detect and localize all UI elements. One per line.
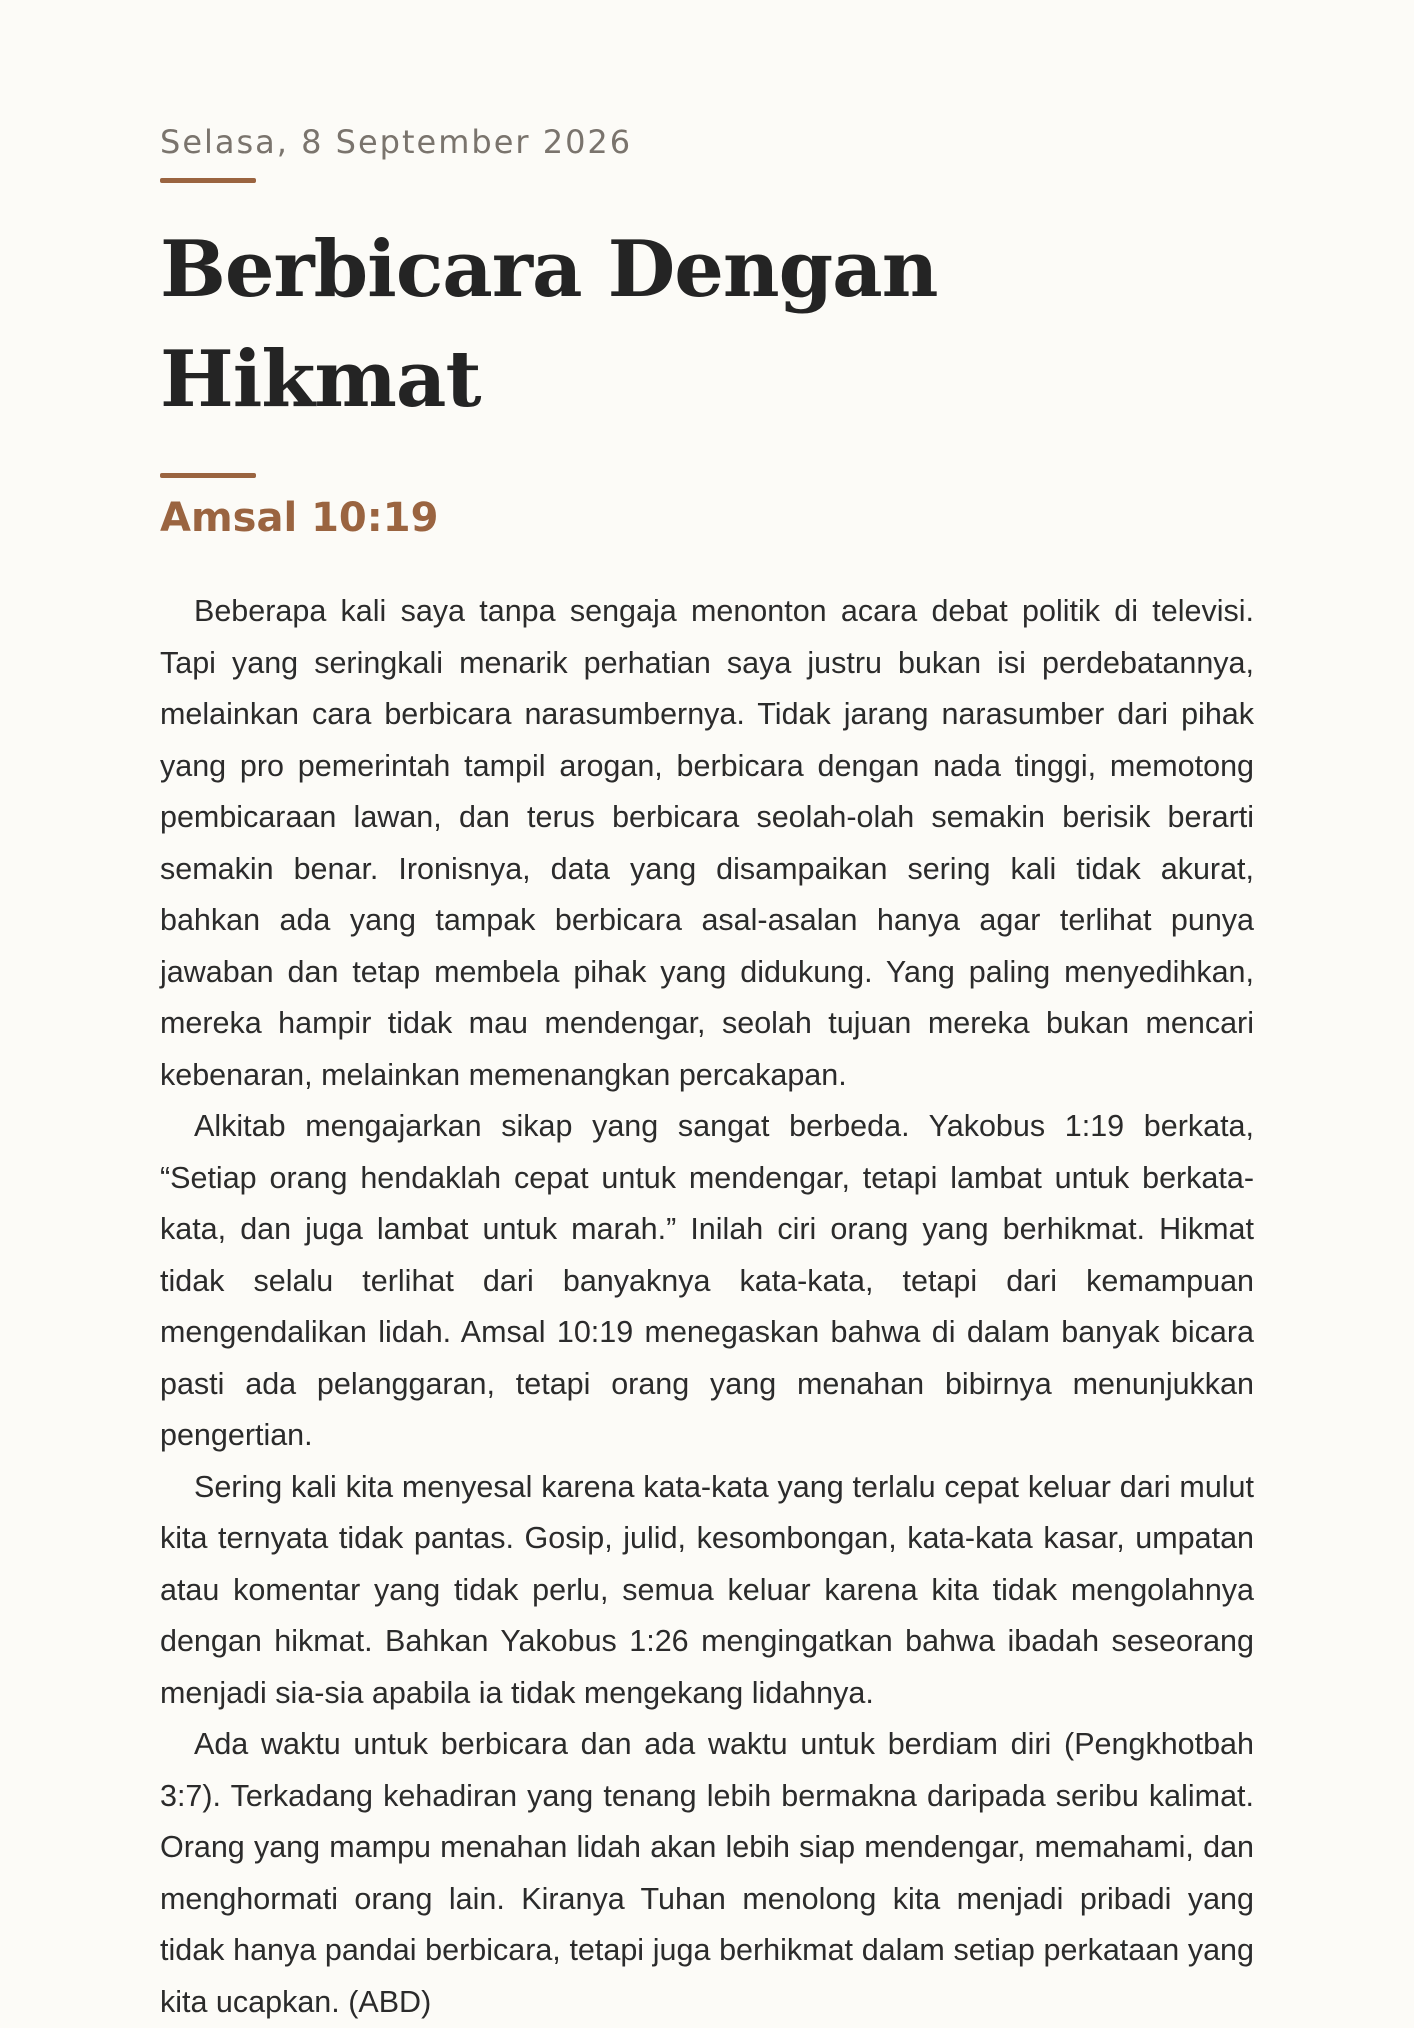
paragraph-3: Sering kali kita menyesal karena kata-kata yang terlalu cepat keluar dari mulut kita ternyata tidak pantas. Gosip, julid, kesombongan, kata-kata kasar, umpatan atau komentar yang tidak perlu, semua keluar karena kita tidak mengolahnya dengan hikmat. Bahkan Yakobus 1:26 mengingatkan bahwa ibadah seseorang menjadi sia-sia apabila ia tidak mengekang lidahnya. — [160, 1469, 1254, 1710]
date-label: Selasa, 8 September 2026 — [160, 123, 633, 161]
accent-divider-top — [160, 178, 256, 183]
page-title: Berbicara Dengan Hikmat — [160, 224, 938, 425]
devotional-page — [160, 118, 1254, 2028]
paragraph-2: Alkitab mengajarkan sikap yang sangat berbeda. Yakobus 1:19 berkata, “Setiap orang hendaklah cepat untuk mendengar, tetapi lambat untuk berkata-kata, dan juga lambat untuk marah.” Inilah ciri orang yang berhikmat. Hikmat tidak selalu terlihat dari banyaknya kata-kata, tetapi dari kemampuan mengendalikan lidah. Amsal 10:19 menegaskan bahwa di dalam banyak bicara pasti ada pelanggaran, tetapi orang yang menahan bibirnya menunjukkan pengertian. — [160, 1109, 1254, 1452]
paragraph-4: Ada waktu untuk berbicara dan ada waktu untuk berdiam diri (Pengkhotbah 3:7). Terkadang kehadiran yang tenang lebih bermakna daripada seribu kalimat. Orang yang mampu menahan lidah akan lebih siap mendengar, memahami, dan menghormati orang lain. Kiranya Tuhan menolong kita menjadi pribadi yang tidak hanya pandai berbicara, tetapi juga berhikmat dalam setiap perkataan yang kita ucapkan. (ABD) — [160, 1727, 1254, 2019]
paragraph-1: Beberapa kali saya tanpa sengaja menonton acara debat politik di televisi. Tapi yang seringkali menarik perhatian saya justru bukan isi perdebatannya, melainkan cara berbicara narasumbernya. Tidak jarang narasumber dari pihak yang pro pemerintah tampil arogan, berbicara dengan nada tinggi, memotong pembicaraan lawan, dan terus berbicara seolah-olah semakin berisik berarti semakin benar. Ironisnya, data yang disampaikan sering kali tidak akurat, bahkan ada yang tampak berbicara asal-asalan hanya agar terlihat punya jawaban dan tetap membela pihak yang didukung. Yang paling menyedihkan, mereka hampir tidak mau mendengar, seolah tujuan mereka bukan mencari kebenaran, melainkan memenangkan percakapan. — [160, 594, 1254, 1092]
scripture-reference: Amsal 10:19 — [160, 495, 439, 541]
accent-divider-middle — [160, 473, 256, 478]
article-body — [160, 586, 1254, 2028]
